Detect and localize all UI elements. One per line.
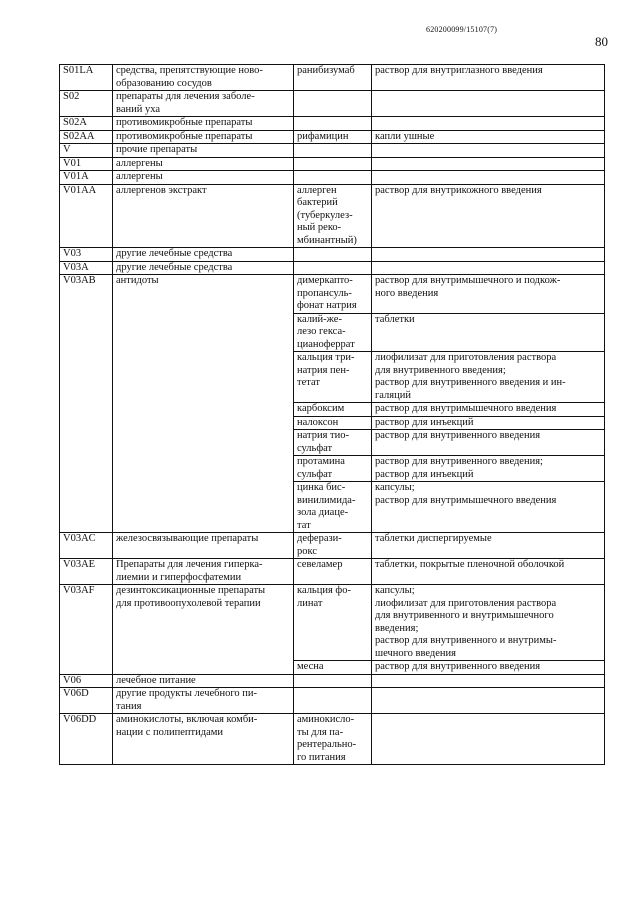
dosage-form-cell: раствор для внутрикожного введения bbox=[372, 184, 605, 248]
table-row bbox=[60, 184, 605, 248]
group-name-cell: аллергены bbox=[113, 157, 294, 171]
atc-code-cell: V03 bbox=[60, 248, 113, 262]
table-row bbox=[60, 130, 605, 144]
atc-code-cell: S01LA bbox=[60, 65, 113, 91]
drug-name-cell: протамина сульфат bbox=[294, 456, 372, 482]
group-name-cell: лечебное питание bbox=[113, 674, 294, 688]
atc-code-cell: V03AE bbox=[60, 559, 113, 585]
table-row bbox=[60, 117, 605, 131]
drug-name-cell: цинка бис- винилимида- зола диаце- тат bbox=[294, 482, 372, 533]
table-row bbox=[60, 261, 605, 275]
drug-name-cell bbox=[294, 117, 372, 131]
dosage-form-cell: таблетки bbox=[372, 313, 605, 352]
atc-code-cell: S02 bbox=[60, 91, 113, 117]
dosage-form-cell: раствор для внутривенного введения bbox=[372, 430, 605, 456]
atc-code-cell: S02A bbox=[60, 117, 113, 131]
dosage-form-cell: раствор для внутримышечного и подкож- ного введения bbox=[372, 275, 605, 314]
drug-name-cell bbox=[294, 91, 372, 117]
drug-name-cell: калий-же- лезо гекса- цианоферрат bbox=[294, 313, 372, 352]
drug-name-cell: аллерген бактерий (туберкулез- ный реко- мбинантный) bbox=[294, 184, 372, 248]
table-body bbox=[60, 65, 605, 765]
drug-name-cell: рифамицин bbox=[294, 130, 372, 144]
dosage-form-cell: капли ушные bbox=[372, 130, 605, 144]
drug-name-cell: аминокисло- ты для па- рентерально- го питания bbox=[294, 714, 372, 765]
table-row bbox=[60, 248, 605, 262]
document-id: 620200099/15107(7) bbox=[426, 25, 498, 34]
dosage-form-cell: таблетки, покрытые пленочной оболочкой bbox=[372, 559, 605, 585]
table-row bbox=[60, 144, 605, 158]
dosage-form-cell: таблетки диспергируемые bbox=[372, 533, 605, 559]
drug-name-cell: карбоксим bbox=[294, 403, 372, 417]
drug-name-cell bbox=[294, 171, 372, 185]
table-row bbox=[60, 688, 605, 714]
drug-name-cell: димеркапто- пропансуль- фонат натрия bbox=[294, 275, 372, 314]
drug-name-cell bbox=[294, 261, 372, 275]
group-name-cell: дезинтоксикационные препараты для противоопухолевой терапии bbox=[113, 585, 294, 675]
dosage-form-cell bbox=[372, 117, 605, 131]
dosage-form-cell: капсулы; лиофилизат для приготовления раствора для внутривенного и внутримышечного введения; раствор для внутривенного и внутримы- шечного введения bbox=[372, 585, 605, 661]
atc-code-cell: V06 bbox=[60, 674, 113, 688]
table-row bbox=[60, 65, 605, 91]
group-name-cell: противомикробные препараты bbox=[113, 117, 294, 131]
group-name-cell: средства, препятствующие ново- образованию сосудов bbox=[113, 65, 294, 91]
table-row bbox=[60, 275, 605, 314]
table-row bbox=[60, 171, 605, 185]
dosage-form-cell: раствор для внутривенного введения; раствор для инъекций bbox=[372, 456, 605, 482]
dosage-form-cell: лиофилизат для приготовления раствора для внутривенного введения; раствор для внутривенного введения и ин- галяций bbox=[372, 352, 605, 403]
group-name-cell: препараты для лечения заболе- ваний уха bbox=[113, 91, 294, 117]
group-name-cell: железосвязывающие препараты bbox=[113, 533, 294, 559]
dosage-form-cell: раствор для инъекций bbox=[372, 416, 605, 430]
atc-code-cell: V03AF bbox=[60, 585, 113, 675]
atc-code-cell: V03AB bbox=[60, 275, 113, 533]
table-row bbox=[60, 157, 605, 171]
dosage-form-cell bbox=[372, 688, 605, 714]
drug-name-cell: кальция фо- линат bbox=[294, 585, 372, 661]
atc-code-cell: V01A bbox=[60, 171, 113, 185]
dosage-form-cell bbox=[372, 248, 605, 262]
table-row bbox=[60, 585, 605, 661]
drug-name-cell: деферази- рокс bbox=[294, 533, 372, 559]
table-row bbox=[60, 91, 605, 117]
drug-name-cell: налоксон bbox=[294, 416, 372, 430]
group-name-cell: противомикробные препараты bbox=[113, 130, 294, 144]
drug-name-cell bbox=[294, 248, 372, 262]
dosage-form-cell bbox=[372, 144, 605, 158]
dosage-form-cell bbox=[372, 674, 605, 688]
table-row bbox=[60, 714, 605, 765]
table-row bbox=[60, 533, 605, 559]
group-name-cell: антидоты bbox=[113, 275, 294, 533]
group-name-cell: другие лечебные средства bbox=[113, 261, 294, 275]
dosage-form-cell: раствор для внутривенного введения bbox=[372, 661, 605, 675]
group-name-cell: прочие препараты bbox=[113, 144, 294, 158]
table-row bbox=[60, 559, 605, 585]
drug-name-cell bbox=[294, 674, 372, 688]
drug-classification-table bbox=[59, 64, 605, 765]
atc-code-cell: V06D bbox=[60, 688, 113, 714]
dosage-form-cell: раствор для внутримышечного введения bbox=[372, 403, 605, 417]
dosage-form-cell bbox=[372, 261, 605, 275]
group-name-cell: аллергенов экстракт bbox=[113, 184, 294, 248]
group-name-cell: другие лечебные средства bbox=[113, 248, 294, 262]
group-name-cell: аминокислоты, включая комби- нации с полипептидами bbox=[113, 714, 294, 765]
drug-name-cell: натрия тио- сульфат bbox=[294, 430, 372, 456]
group-name-cell: другие продукты лечебного пи- тания bbox=[113, 688, 294, 714]
page-number: 80 bbox=[595, 34, 608, 49]
group-name-cell: аллергены bbox=[113, 171, 294, 185]
drug-name-cell: севеламер bbox=[294, 559, 372, 585]
drug-name-cell bbox=[294, 688, 372, 714]
atc-code-cell: V bbox=[60, 144, 113, 158]
dosage-form-cell bbox=[372, 171, 605, 185]
atc-code-cell: V01AA bbox=[60, 184, 113, 248]
atc-code-cell: S02AA bbox=[60, 130, 113, 144]
dosage-form-cell: капсулы; раствор для внутримышечного введения bbox=[372, 482, 605, 533]
dosage-form-cell bbox=[372, 714, 605, 765]
drug-name-cell: кальция три- натрия пен- тетат bbox=[294, 352, 372, 403]
dosage-form-cell bbox=[372, 157, 605, 171]
atc-code-cell: V06DD bbox=[60, 714, 113, 765]
dosage-form-cell bbox=[372, 91, 605, 117]
atc-code-cell: V03A bbox=[60, 261, 113, 275]
drug-name-cell: ранибизумаб bbox=[294, 65, 372, 91]
atc-code-cell: V01 bbox=[60, 157, 113, 171]
drug-name-cell: месна bbox=[294, 661, 372, 675]
atc-code-cell: V03AC bbox=[60, 533, 113, 559]
drug-name-cell bbox=[294, 144, 372, 158]
table-row bbox=[60, 674, 605, 688]
dosage-form-cell: раствор для внутриглазного введения bbox=[372, 65, 605, 91]
drug-name-cell bbox=[294, 157, 372, 171]
group-name-cell: Препараты для лечения гиперка- лиемии и гиперфосфатемии bbox=[113, 559, 294, 585]
